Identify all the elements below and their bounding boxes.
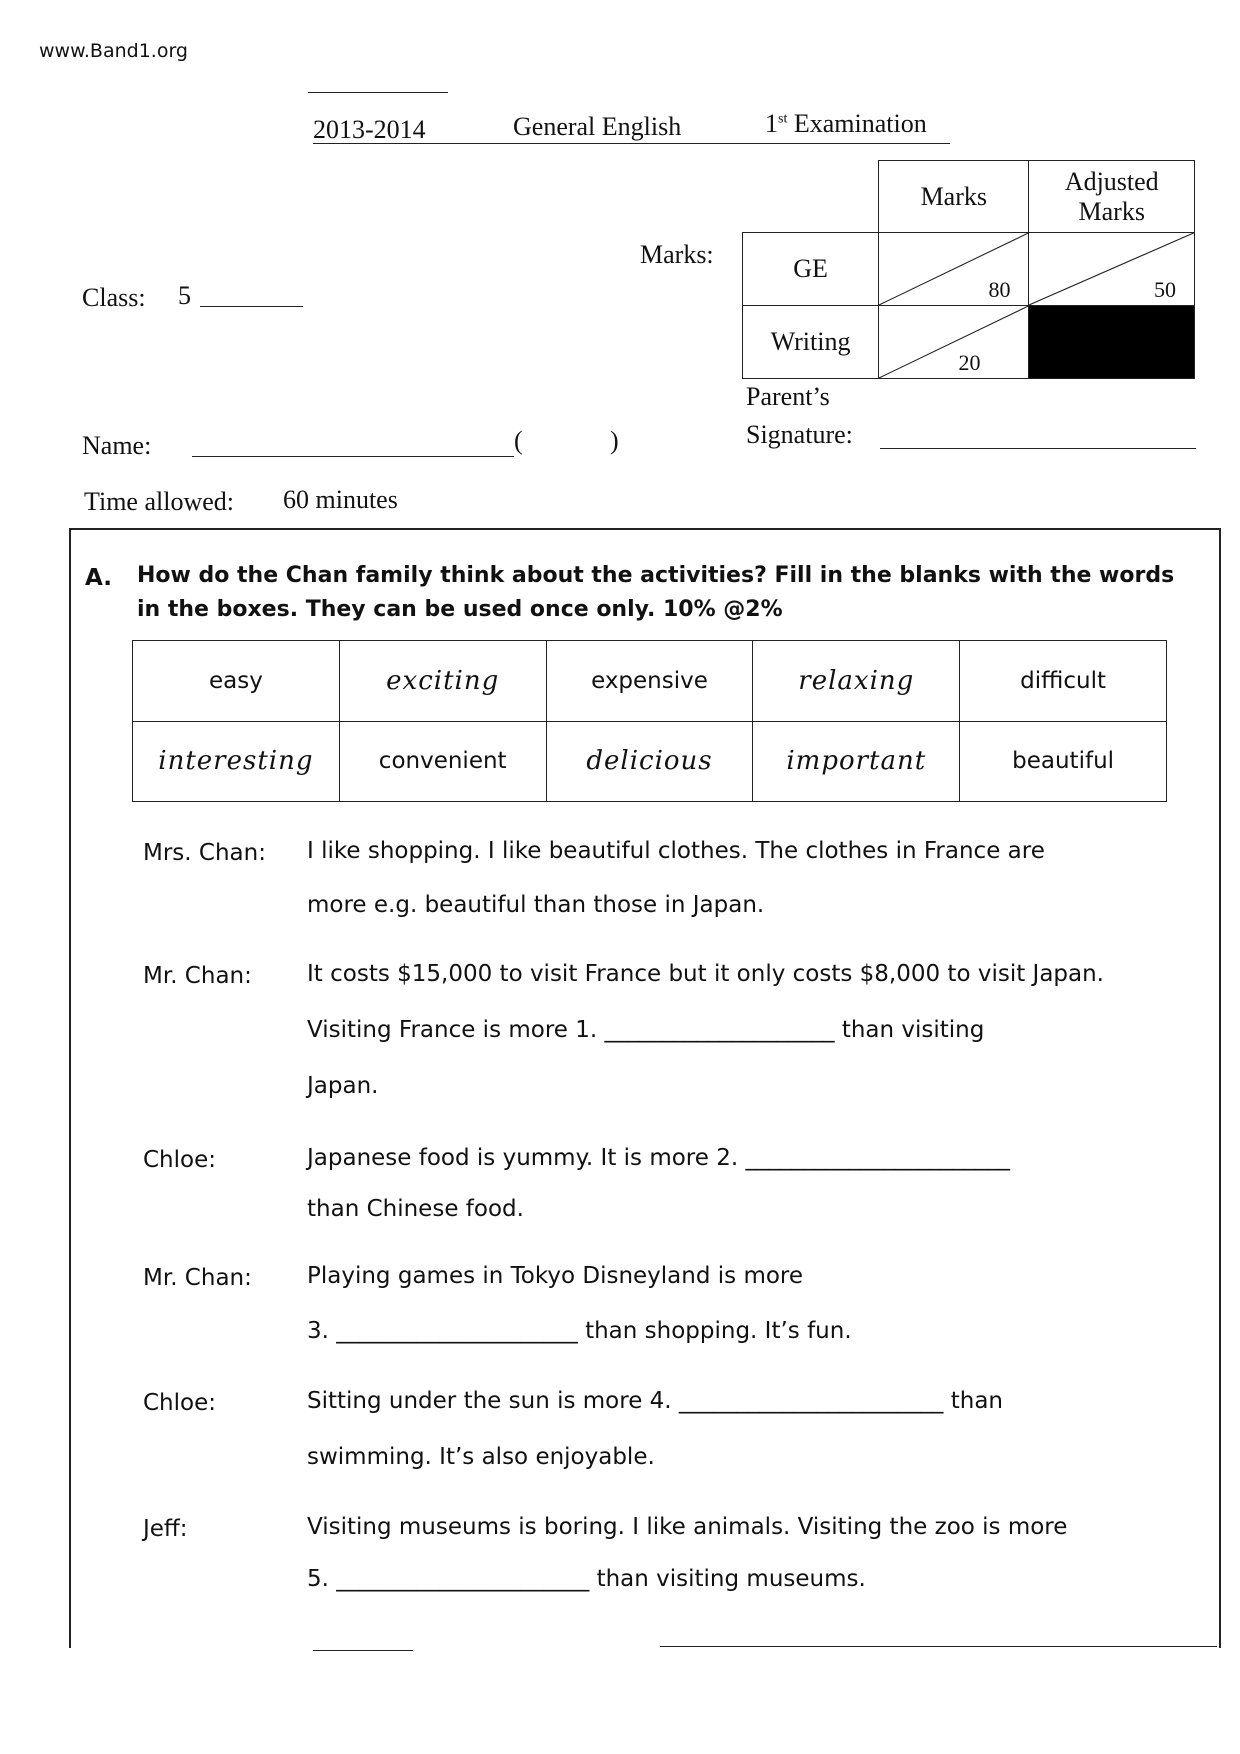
ge-adjusted-cell: 50 — [1029, 233, 1195, 306]
class-value: 5 — [178, 281, 191, 310]
dialogue-line: I like shopping. I like beautiful clothes. The clothes in France are — [307, 838, 1045, 864]
name-label: Name: — [82, 431, 152, 460]
ge-marks-cell: 80 — [879, 233, 1029, 306]
watermark: www.Band1.org — [39, 40, 188, 62]
section-letter: A. — [85, 565, 112, 591]
writing-marks-cell: 20 — [879, 306, 1029, 379]
dialogue-line: swimming. It’s also enjoyable. — [307, 1444, 655, 1470]
dialogue-line: 3. _____________________ than shopping. It’s fun. — [307, 1318, 852, 1344]
exam-title: 1st Examination — [765, 109, 927, 138]
exam-subject: General English — [513, 112, 682, 141]
dialogue-line: 5. ______________________ than visiting museums. — [307, 1566, 866, 1592]
class-label: Class: — [82, 283, 146, 312]
dialogue-line: Japan. — [307, 1073, 379, 1099]
row-writing-label: Writing — [743, 306, 879, 379]
dialogue-line: Playing games in Tokyo Disneyland is more — [307, 1263, 804, 1289]
word-bank-cell: delicious — [546, 721, 753, 802]
class-field[interactable] — [200, 306, 303, 307]
word-bank — [132, 640, 1167, 802]
marks-table — [742, 160, 1195, 379]
word-bank-cell: relaxing — [753, 641, 960, 722]
marks-label: Marks: — [640, 240, 714, 269]
col-adjusted: Adjusted Marks — [1029, 161, 1195, 233]
dialogue-line: Japanese food is yummy. It is more 2. _______________________ — [307, 1145, 1010, 1171]
time-label: Time allowed: — [84, 487, 234, 516]
class-number-close: ) — [610, 426, 619, 455]
instruction-line-2: in the boxes. They can be used once only. 10% @2% — [137, 597, 783, 622]
speaker: Mr. Chan: — [143, 963, 252, 989]
class-number-open: ( — [514, 426, 523, 455]
speaker: Chloe: — [143, 1147, 216, 1173]
word-bank-cell: convenient — [339, 721, 546, 802]
time-value: 60 minutes — [283, 485, 398, 514]
divider — [308, 92, 448, 93]
parent-label: Parent’s — [746, 382, 830, 411]
word-bank-cell: important — [753, 721, 960, 802]
speaker: Mrs. Chan: — [143, 840, 266, 866]
row-ge-label: GE — [743, 233, 879, 306]
instruction-line-1: How do the Chan family think about the activities? Fill in the blanks with the words — [137, 563, 1175, 588]
speaker: Mr. Chan: — [143, 1265, 252, 1291]
signature-field[interactable] — [880, 448, 1196, 449]
word-bank-cell: exciting — [339, 641, 546, 722]
word-bank-cell: beautiful — [960, 721, 1167, 802]
dialogue-line: Visiting France is more 1. ____________________ than visiting — [307, 1017, 985, 1043]
word-bank-cell: expensive — [546, 641, 753, 722]
footer-line — [660, 1646, 1217, 1647]
word-bank-cell: easy — [133, 641, 340, 722]
dialogue-line: It costs $15,000 to visit France but it only costs $8,000 to visit Japan. — [307, 961, 1104, 987]
dialogue-line: than Chinese food. — [307, 1196, 524, 1222]
dialogue-line: Visiting museums is boring. I like animals. Visiting the zoo is more — [307, 1514, 1068, 1540]
footer-line — [313, 1650, 413, 1651]
name-field[interactable] — [192, 456, 514, 457]
speaker: Chloe: — [143, 1390, 216, 1416]
word-bank-cell: difficult — [960, 641, 1167, 722]
word-bank-cell: interesting — [133, 721, 340, 802]
dialogue-line: more e.g. beautiful than those in Japan. — [307, 892, 765, 918]
speaker: Jeff: — [143, 1516, 188, 1542]
writing-adjusted-blacked — [1029, 306, 1195, 379]
title-underline — [313, 143, 950, 144]
dialogue-line: Sitting under the sun is more 4. _______________________ than — [307, 1388, 1003, 1414]
signature-label: Signature: — [746, 420, 853, 449]
exam-year: 2013-2014 — [313, 115, 426, 144]
col-marks: Marks — [879, 161, 1029, 233]
